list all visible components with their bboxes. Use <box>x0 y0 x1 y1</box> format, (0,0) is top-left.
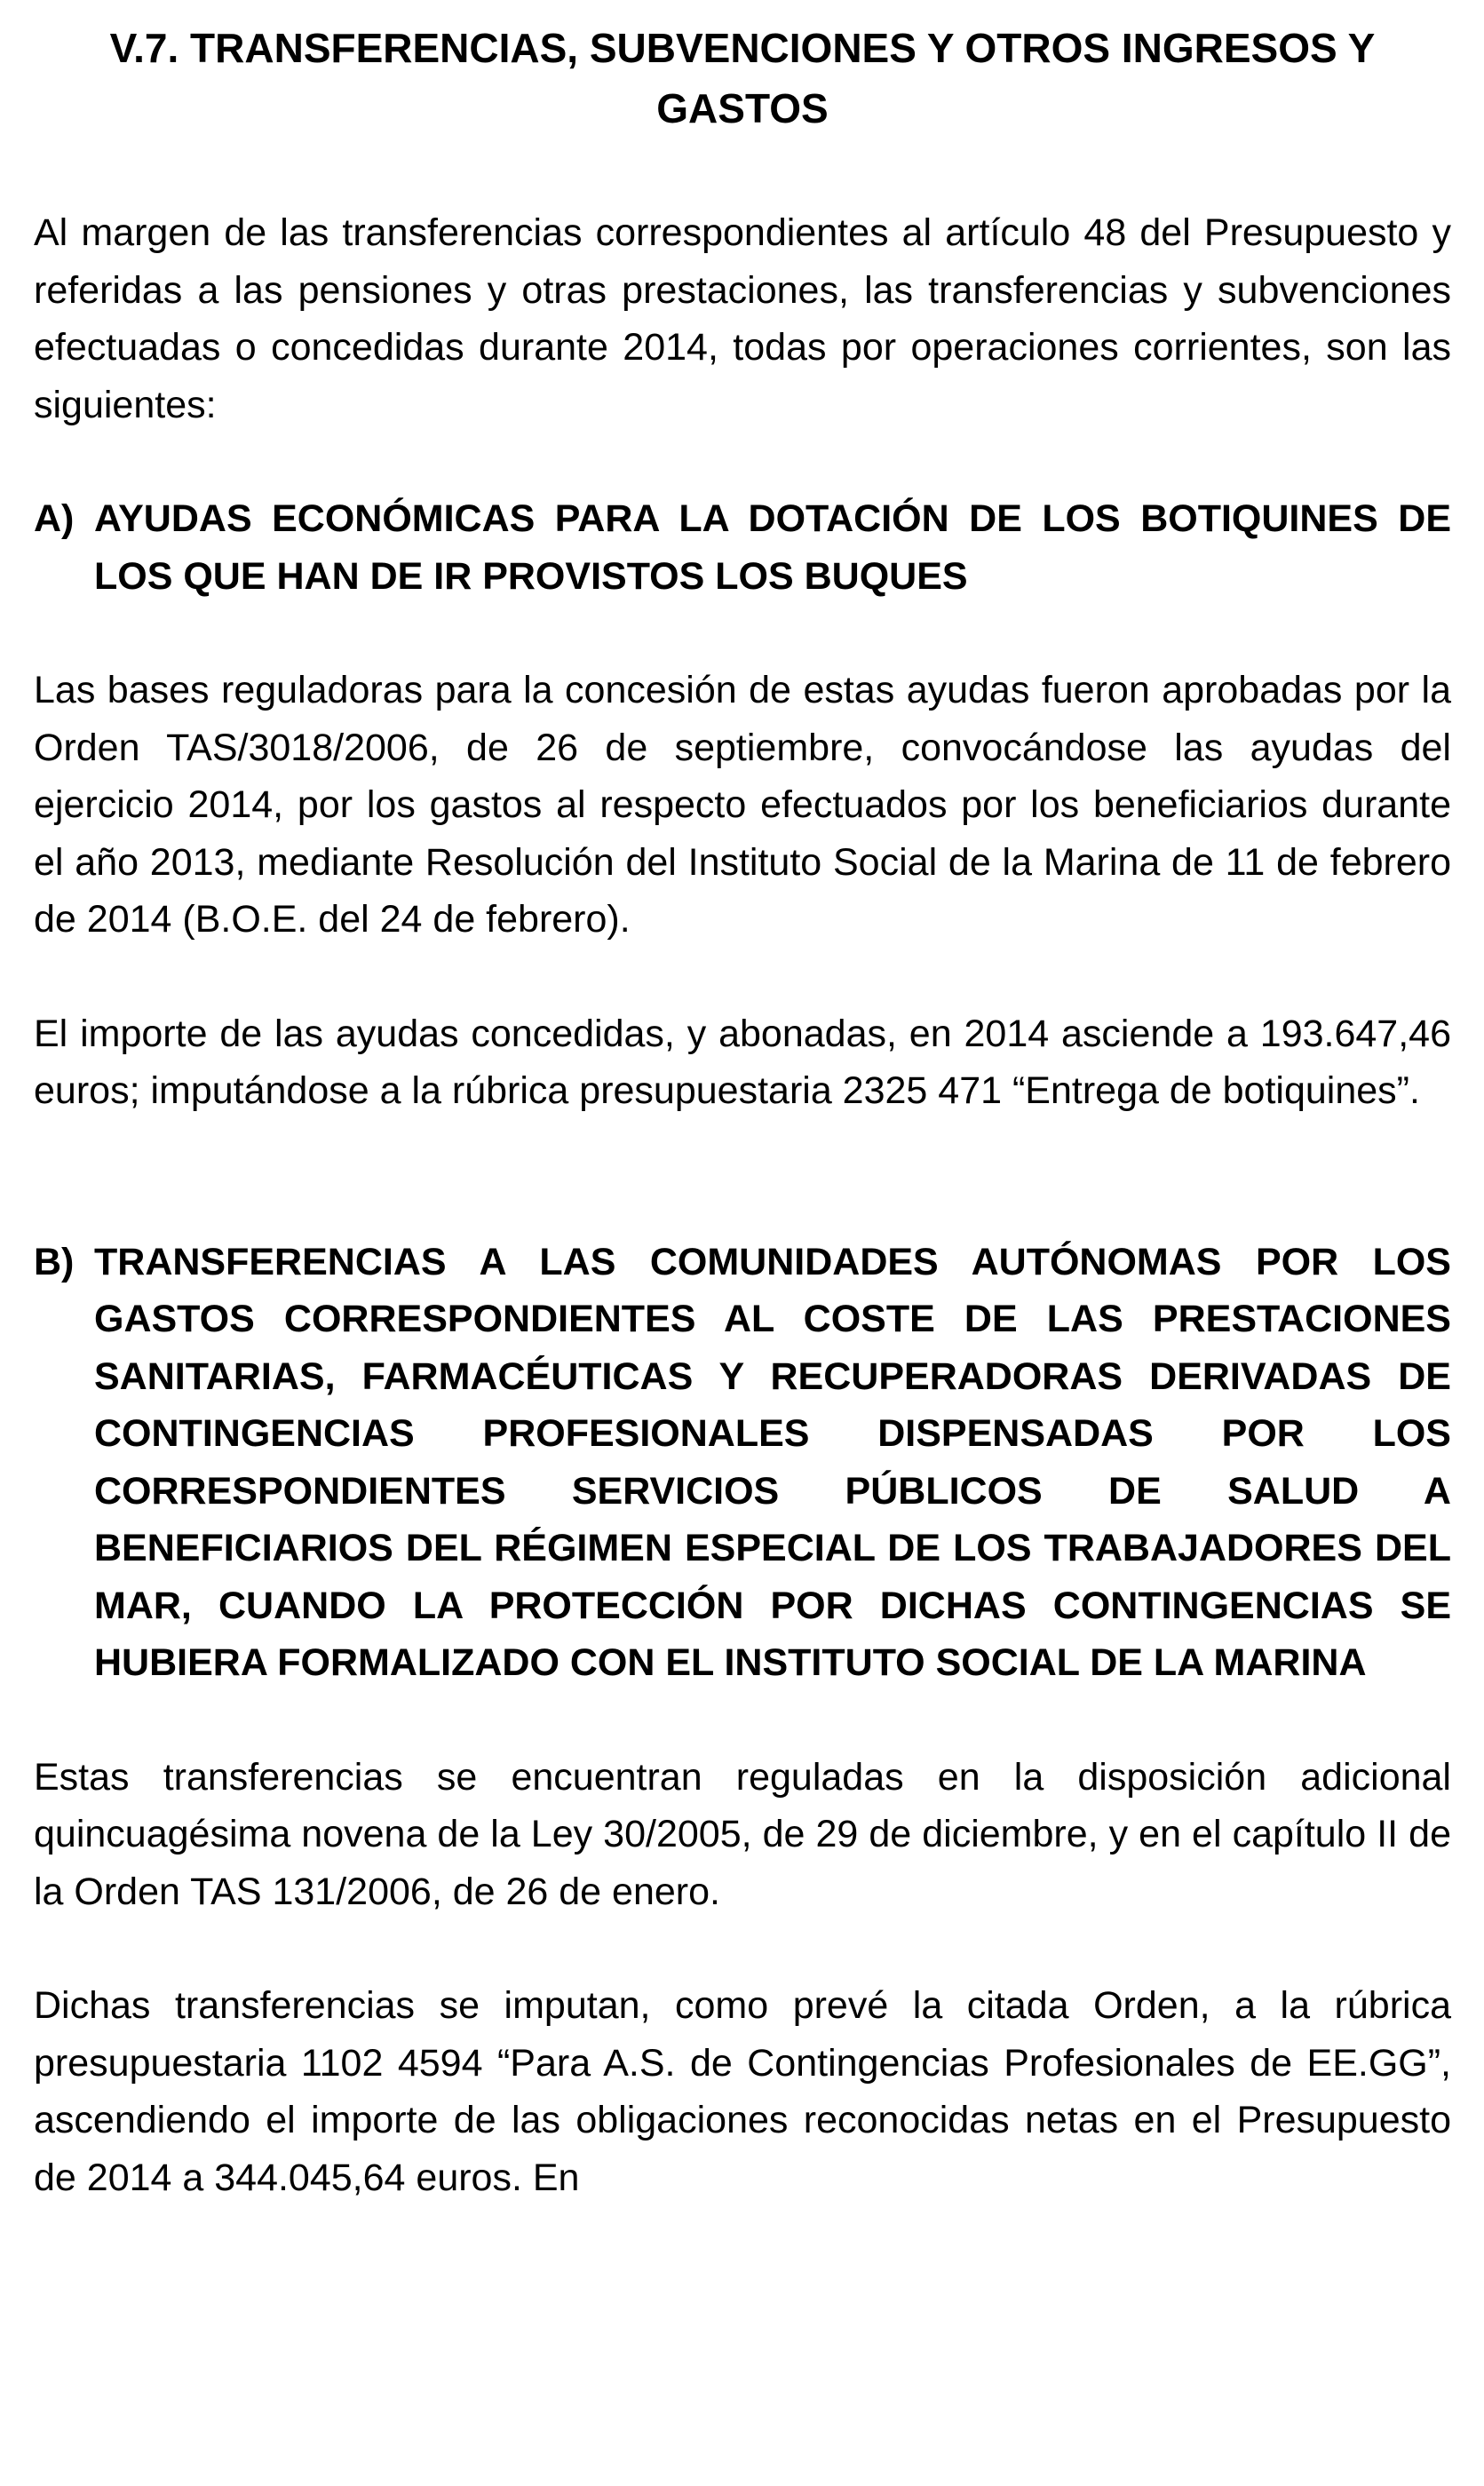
section-a-paragraph-1: Las bases reguladoras para la concesión de estas ayudas fueron aprobadas por la Orden TAS/3018/2006, de 26 de septiembre, convocándose las ayudas del ejercicio 2014, por los gastos al respecto efectuados por los beneficiarios durante el año 2013, mediante Resolución del Instituto Social de la Marina de 11 de febrero de 2014 (B.O.E. del 24 de febrero). <box>34 669 1451 941</box>
page-title: V.7. TRANSFERENCIAS, SUBVENCIONES Y OTROS INGRESOS Y GASTOS <box>109 25 1376 131</box>
section-a-letter: A) <box>34 497 75 540</box>
section-a-heading <box>34 490 1451 605</box>
section-a-paragraph-2: El importe de las ayudas concedidas, y abonadas, en 2014 asciende a 193.647,46 euros; imputándose a la rúbrica presupuestaria 2325 471 “Entrega de botiquines”. <box>34 1012 1451 1112</box>
section-a-title: AYUDAS ECONÓMICAS PARA LA DOTACIÓN DE LOS BOTIQUINES DE LOS QUE HAN DE IR PROVISTOS LOS BUQUES <box>94 497 1451 598</box>
document-page <box>34 0 1451 2206</box>
section-b-title: TRANSFERENCIAS A LAS COMUNIDADES AUTÓNOMAS POR LOS GASTOS CORRESPONDIENTES AL COSTE DE LAS PRESTACIONES SANITARIAS, FARMACÉUTICAS Y RECUPERADORAS DERIVADAS DE CONTINGENCIAS PROFESIONALES DISPENSADAS POR LOS CORRESPONDIENTES SERVICIOS PÚBLICOS DE SALUD A BENEFICIARIOS DEL RÉGIMEN ESPECIAL DE LOS TRABAJADORES DEL MAR, CUANDO LA PROTECCIÓN POR DICHAS CONTINGENCIAS SE HUBIERA FORMALIZADO CON EL INSTITUTO SOCIAL DE LA MARINA <box>94 1240 1451 1684</box>
section-b-paragraph-1: Estas transferencias se encuentran reguladas en la disposición adicional quincuagésima novena de la Ley 30/2005, de 29 de diciembre, y en el capítulo II de la Orden TAS 131/2006, de 26 de enero. <box>34 1755 1451 1913</box>
section-b-paragraph-2: Dichas transferencias se imputan, como prevé la citada Orden, a la rúbrica presupuestaria 1102 4594 “Para A.S. de Contingencias Profesionales de EE.GG”, ascendiendo el importe de las obligaciones reconocidas netas en el Presupuesto de 2014 a 344.045,64 euros. En <box>34 1984 1451 2199</box>
section-b-letter: B) <box>34 1240 75 1283</box>
intro-paragraph: Al margen de las transferencias correspondientes al artículo 48 del Presupuesto y referidas a las pensiones y otras prestaciones, las transferencias y subvenciones efectuadas o concedidas durante 2014, todas por operaciones corrientes, son las siguientes: <box>34 211 1451 426</box>
section-b-heading <box>34 1234 1451 1692</box>
